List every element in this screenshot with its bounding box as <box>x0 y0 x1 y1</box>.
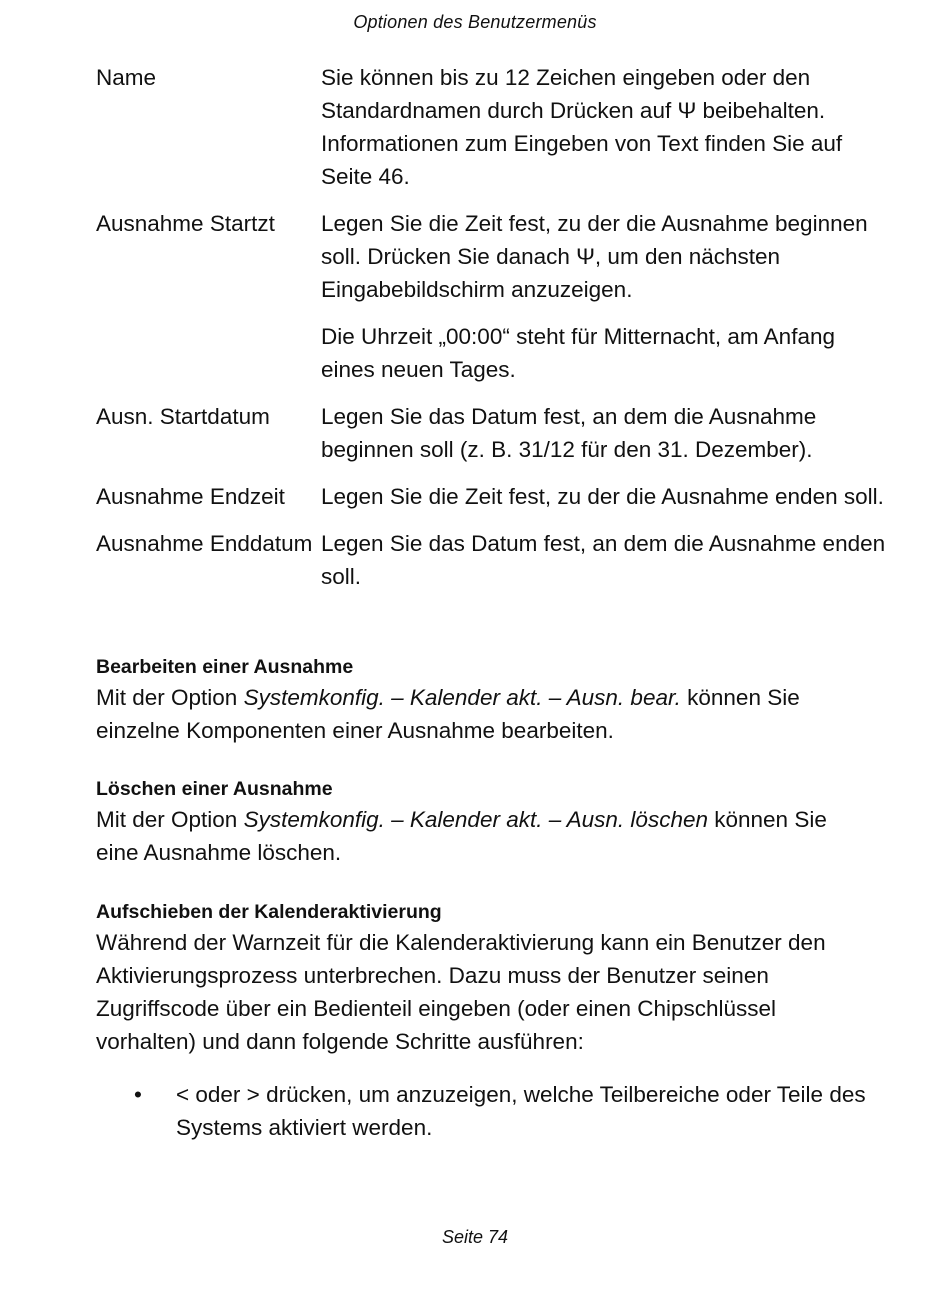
definition-term: Ausnahme Startzt <box>96 211 275 236</box>
section-heading: Aufschieben der Kalenderaktivierung <box>96 901 442 923</box>
description-paragraph: Legen Sie die Zeit fest, zu der die Ausnahme enden soll. <box>321 484 884 509</box>
definition-term: Name <box>96 65 157 90</box>
description-paragraph: Die Uhrzeit „00:00“ steht für Mitternacht, am Anfang eines neuen Tages. <box>321 324 835 382</box>
section-body: Während der Warnzeit für die Kalenderaktivierung kann ein Benutzer den Aktivierungsprozess unterbrechen. Dazu muss der Benutzer seinen Zugriffscode über ein Bedienteil eingeben (oder einen Chipschlüssel vorhalten) und dann folgende Schritte ausführen: <box>96 930 826 1054</box>
definition-row-start-time <box>96 207 886 386</box>
definition-term: Ausnahme Endzeit <box>96 484 285 509</box>
definition-row-end-date <box>96 527 886 593</box>
body-text: können Sie einzelne Komponenten einer Ausnahme bearbeiten. <box>96 685 800 743</box>
menu-path: Systemkonfig. – Kalender akt. – Ausn. löschen <box>243 807 708 832</box>
body-text: können Sie eine Ausnahme löschen. <box>96 807 827 865</box>
definition-description <box>321 207 886 386</box>
definition-term: Ausn. Startdatum <box>96 404 270 429</box>
running-header: Optionen des Benutzermenüs <box>353 12 597 32</box>
section-delete-exception <box>96 775 866 869</box>
bullet-icon: • <box>134 1082 142 1107</box>
definition-description <box>321 400 886 466</box>
definition-description <box>321 527 886 593</box>
section-body <box>96 803 866 869</box>
definition-list <box>96 61 886 607</box>
list-item-text: < oder > drücken, um anzuzeigen, welche Teilbereiche oder Teile des Systems aktiviert werden. <box>176 1082 866 1140</box>
description-paragraph: Sie können bis zu 12 Zeichen eingeben oder den Standardnamen durch Drücken auf Ψ beibehalten. Informationen zum Eingeben von Text finden Sie auf Seite 46. <box>321 65 843 189</box>
definition-description <box>321 61 886 193</box>
definition-row-name <box>96 61 886 193</box>
menu-path: Systemkonfig. – Kalender akt. – Ausn. bear. <box>243 685 681 710</box>
definition-term: Ausnahme Enddatum <box>96 531 313 556</box>
section-heading: Bearbeiten einer Ausnahme <box>96 656 354 678</box>
list-item <box>96 1078 866 1144</box>
definition-description <box>321 480 886 513</box>
body-text: Mit der Option <box>96 807 244 832</box>
page-number: Seite 74 <box>441 1227 509 1247</box>
section-postpone-activation <box>96 898 866 1058</box>
description-paragraph: Legen Sie das Datum fest, an dem die Ausnahme enden soll. <box>321 531 886 589</box>
definition-row-start-date <box>96 400 886 466</box>
section-heading: Löschen einer Ausnahme <box>96 778 333 800</box>
bullet-list <box>96 1078 866 1144</box>
section-edit-exception <box>96 653 866 747</box>
description-paragraph: Legen Sie das Datum fest, an dem die Ausnahme beginnen soll (z. B. 31/12 für den 31. Dezember). <box>321 404 817 462</box>
body-text: Mit der Option <box>96 685 244 710</box>
section-body <box>96 681 866 747</box>
description-paragraph: Legen Sie die Zeit fest, zu der die Ausnahme beginnen soll. Drücken Sie danach Ψ, um den nächsten Eingabebildschirm anzuzeigen. <box>321 211 868 302</box>
definition-row-end-time <box>96 480 886 513</box>
